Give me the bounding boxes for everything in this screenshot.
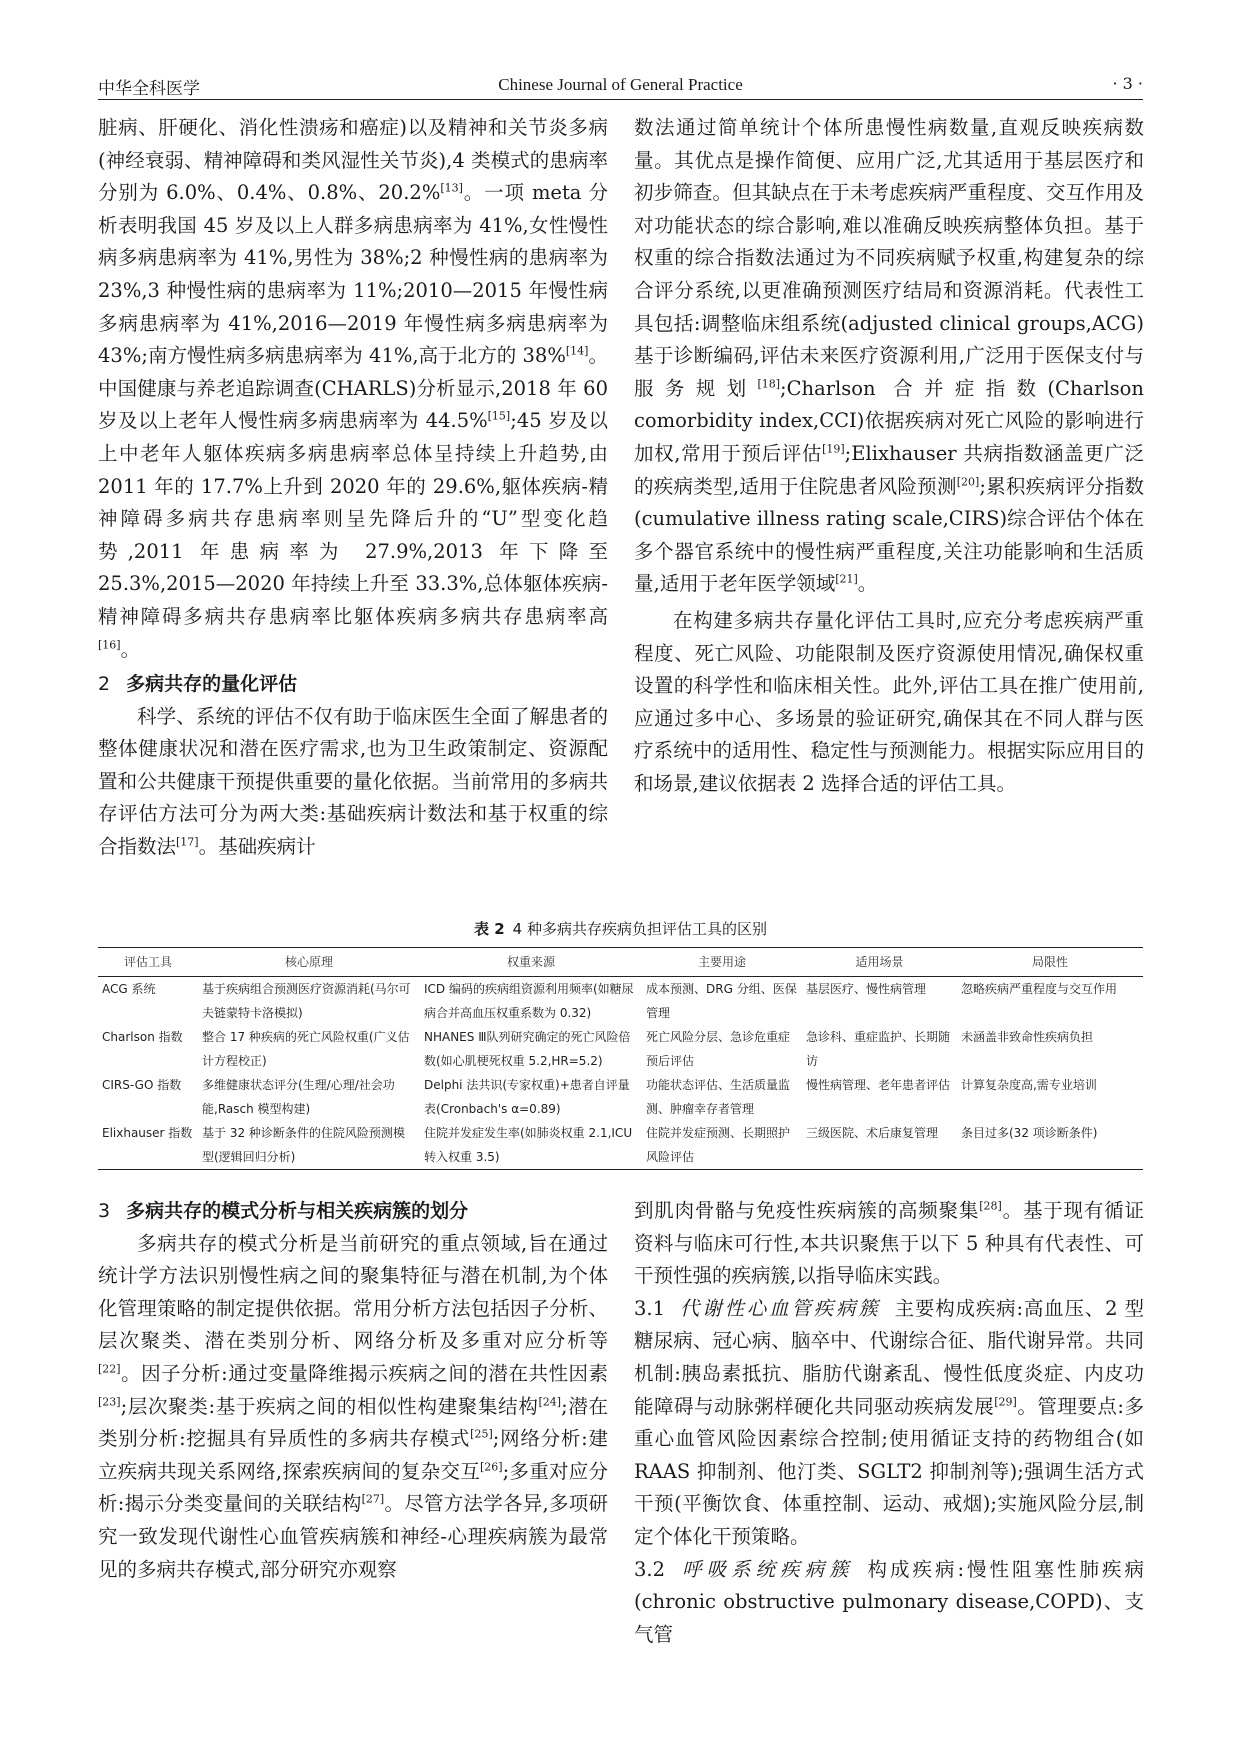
table-cell: 多维健康状态评分(生理/心理/社会功能,Rasch 模型构建) [202, 1078, 395, 1116]
left-column-top [98, 112, 608, 864]
citation-28: [28] [979, 1199, 1002, 1213]
citation-19: [19] [822, 442, 845, 456]
table-header-cell: 权重来源 [506, 955, 555, 969]
table-row [98, 977, 1143, 1026]
citation-20: [20] [956, 475, 980, 489]
paragraph-clusters-intro: 到肌肉骨骼与免疫性疾病簇的高频聚集[28]。基于现有循证资料与临床可行性,本共识聚焦于以下 5 种具有代表性、可干预性强的疾病簇,以指导临床实践。 [634, 1199, 1144, 1288]
table-cell: 基于 32 种诊断条件的住院风险预测模型(逻辑回归分析) [202, 1126, 405, 1164]
table-header-cell: 主要用途 [697, 955, 746, 969]
paragraph-assessment: 科学、系统的评估不仅有助于临床医生全面了解患者的整体健康状况和潜在医疗需求,也为卫生政策制定、资源配置和公共健康干预提供重要的量化依据。当前常用的多病共存评估方法可分为两大类:基础疾病计数法和基于权重的综合指数法[17]。基础疾病计 [98, 704, 608, 859]
citation-27: [27] [361, 1492, 385, 1506]
citation-22: [22] [98, 1362, 121, 1376]
journal-name-en: Chinese Journal of General Practice [498, 75, 743, 94]
table-2 [98, 918, 1143, 1170]
paragraph-methods: 数法通过简单统计个体所患慢性病数量,直观反映疾病数量。其优点是操作简便、应用广泛,尤其适用于基层医疗和初步筛查。但其缺点在于未考虑疾病严重程度、交互作用及对功能状态的综合影响,难以准确反映疾病整体负担。基于权重的综合指数法通过为不同疾病赋予权重,构建复杂的综合评分系统,以更准确预测医疗结局和资源消耗。代表性工具包括:调整临床组系统(adjusted clinical groups,ACG)基于诊断编码,评估未来医疗资源利用,广泛用于医保支付与服务规划[18];Charlson 合并症指数(Charlson comorbidity index,CCI)依据疾病对死亡风险的影响进行加权,常用于预后评估[19];Elixhauser 共病指数涵盖更广泛的疾病类型,适用于住院患者风险预测[20];累积疾病评分指数(cumulative illness rating scale,CIRS)综合评估个体在多个器官系统中的慢性病严重程度,关注功能影响和生活质量,适用于老年医学领域[21]。 [634, 116, 1145, 596]
paragraph-pattern-analysis: 多病共存的模式分析是当前研究的重点领域,旨在通过统计学方法识别慢性病之间的聚集特征与潜在机制,为个体化管理策略的制定提供依据。常用分析方法包括因子分析、层次聚类、潜在类别分析、网络分析及多重对应分析等[22]。因子分析:通过变量降维揭示疾病之间的潜在共性因素[23];层次聚类:基于疾病之间的相似性构建聚集结构[24];潜在类别分析:挖掘具有异质性的多病共存模式[25];网络分析:建立疾病共现关系网络,探索疾病间的复杂交互[26];多重对应分析:揭示分类变量间的关联结构[27]。尽管方法学各异,多项研究一致发现代谢性心血管疾病簇和神经-心理疾病簇为最常见的多病共存模式,部分研究亦观察 [98, 1231, 609, 1581]
citation-24: [24] [538, 1395, 562, 1409]
section-3-heading: 3 多病共存的模式分析与相关疾病簇的划分 [98, 1200, 469, 1222]
assessment-tools-table [98, 947, 1143, 1170]
table-cell: 住院并发症发生率(如肺炎权重 2.1,ICU 转入权重 3.5) [424, 1126, 633, 1164]
citation-13: [13] [440, 181, 463, 195]
table-caption: 表 2 4 种多病共存疾病负担评估工具的区别 [474, 920, 767, 938]
table-cell: 未涵盖非致命性疾病负担 [961, 1030, 1094, 1044]
table-cell: 整合 17 种疾病的死亡风险权重(广义估计方程校正) [202, 1030, 410, 1068]
right-column-bottom [634, 1195, 1144, 1651]
table-cell: 成本预测、DRG 分组、医保管理 [646, 982, 797, 1020]
table-cell: 慢性病管理、老年患者评估 [806, 1078, 951, 1092]
table-cell: 条目过多(32 项诊断条件) [961, 1126, 1098, 1140]
table-cell: 基于疾病组合预测医疗资源消耗(马尔可夫链蒙特卡洛模拟) [202, 982, 411, 1020]
paragraph-tool-building: 在构建多病共存量化评估工具时,应充分考虑疾病严重程度、死亡风险、功能限制及医疗资源使用情况,确保权重设置的科学性和临床相关性。此外,评估工具在推广使用前,应通过多中心、多场景的验证研究,确保其在不同人群与医疗系统中的适用性、稳定性与预测能力。根据实际应用目的和场景,建议依据表 2 选择合适的评估工具。 [634, 608, 1144, 795]
table-header-cell: 核心原理 [284, 955, 333, 969]
table-cell: CIRS-GO 指数 [102, 1078, 182, 1092]
citation-26: [26] [480, 1460, 503, 1474]
citation-16: [16] [98, 638, 121, 651]
subsection-3-1: 3.1 代谢性心血管疾病簇 主要构成疾病:高血压、2 型糖尿病、冠心病、脑卒中、代谢综合征、脂代谢异常。共同机制:胰岛素抵抗、脂肪代谢紊乱、慢性低度炎症、内皮功能障碍与动脉粥样硬化共同驱动疾病发展[29]。管理要点:多重心血管风险因素综合控制;使用循证支持的药物组合(如 RAAS 抑制剂、他汀类、SGLT2 抑制剂等);强调生活方式干预(平衡饮食、体重控制、运动、戒烟);实施风险分层,制定个体化干预策略。 [634, 1296, 1144, 1548]
citation-23: [23] [98, 1395, 121, 1409]
citation-15: [15] [487, 409, 511, 423]
table-row [98, 1025, 1143, 1073]
table-header-cell: 适用场景 [855, 955, 904, 969]
table-cell: 死亡风险分层、急诊危重症预后评估 [646, 1030, 791, 1068]
table-cell: ACG 系统 [102, 982, 156, 996]
table-header-row [98, 948, 1143, 977]
page-number: · 3 · [1112, 74, 1143, 93]
table-cell: Delphi 法共识(专家权重)+患者自评量表(Cronbach's α=0.89) [424, 1078, 630, 1116]
table-row [98, 1121, 1143, 1170]
table-header-cell: 局限性 [1031, 955, 1068, 969]
table-cell: 三级医院、术后康复管理 [806, 1126, 939, 1140]
table-cell: NHANES Ⅲ队列研究确定的死亡风险倍数(如心肌梗死权重 5.2,HR=5.2) [424, 1030, 631, 1068]
citation-21: [21] [835, 572, 858, 586]
left-column-bottom [98, 1195, 608, 1586]
table-cell: Charlson 指数 [102, 1030, 183, 1044]
table-header-cell: 评估工具 [123, 955, 172, 969]
right-column-top [634, 112, 1144, 800]
section-2-heading: 2 多病共存的量化评估 [98, 673, 298, 696]
journal-name-cn: 中华全科医学 [98, 79, 200, 99]
table-row [98, 1073, 1143, 1121]
paragraph-prevalence: 脏病、肝硬化、消化性溃疡和癌症)以及精神和关节炎多病(神经衰弱、精神障碍和类风湿性关节炎),4 类模式的患病率分别为 6.0%、0.4%、0.8%、20.2%[13]。一项 meta 分析表明我国 45 岁及以上人群多病患病率为 41%,女性慢性病多病患病率为 41%,男性为 38%;2 种慢性病的患病率为 23%,3 种慢性病的患病率为 11%;2010—2015 年慢性病多病患病率为 41%,2016—2019 年慢性病多病患病率为 43%;南方慢性病多病患病率为 41%,高于北方的 38%[14]。中国健康与养老追踪调查(CHARLS)分析显示,2018 年 60 岁及以上老年人慢性病多病患病率为 44.5%[15];45 岁及以上中老年人躯体疾病多病患病率总体呈持续上升趋势,由 2011 年的 17.7%上升到 2020 年的 29.6%,躯体疾病-精神障碍多病共存患病率则呈先降后升的“U”型变化趋势,2011 年患病率为 27.9%,2013 年下降至 25.3%,2015—2020 年持续上升至 33.3%,总体躯体疾病-精神障碍多病共存患病率比躯体疾病多病共存患病率高[16]。 [98, 116, 608, 661]
citation-25: [25] [470, 1427, 493, 1441]
table-cell: 住院并发症预测、长期照护风险评估 [646, 1126, 791, 1164]
running-header [98, 74, 1143, 100]
table-cell: ICD 编码的疾病组资源利用频率(如糖尿病合并高血压权重系数为 0.32) [424, 982, 634, 1020]
table-cell: Elixhauser 指数 [102, 1126, 193, 1140]
table-cell: 忽略疾病严重程度与交互作用 [961, 982, 1118, 996]
table-cell: 计算复杂度高,需专业培训 [961, 1078, 1097, 1092]
subsection-3-2: 3.2 呼吸系统疾病簇 构成疾病:慢性阻塞性肺疾病(chronic obstructive pulmonary disease,COPD)、支气管 [634, 1557, 1144, 1646]
citation-17: [17] [176, 835, 199, 849]
citation-18: [18] [757, 377, 781, 391]
citation-14: [14] [565, 344, 589, 358]
citation-29: [29] [994, 1395, 1017, 1409]
table-cell: 功能状态评估、生活质量监测、肿瘤幸存者管理 [646, 1078, 791, 1116]
table-cell: 基层医疗、慢性病管理 [806, 982, 927, 996]
table-cell: 急诊科、重症监护、长期随访 [806, 1030, 951, 1068]
